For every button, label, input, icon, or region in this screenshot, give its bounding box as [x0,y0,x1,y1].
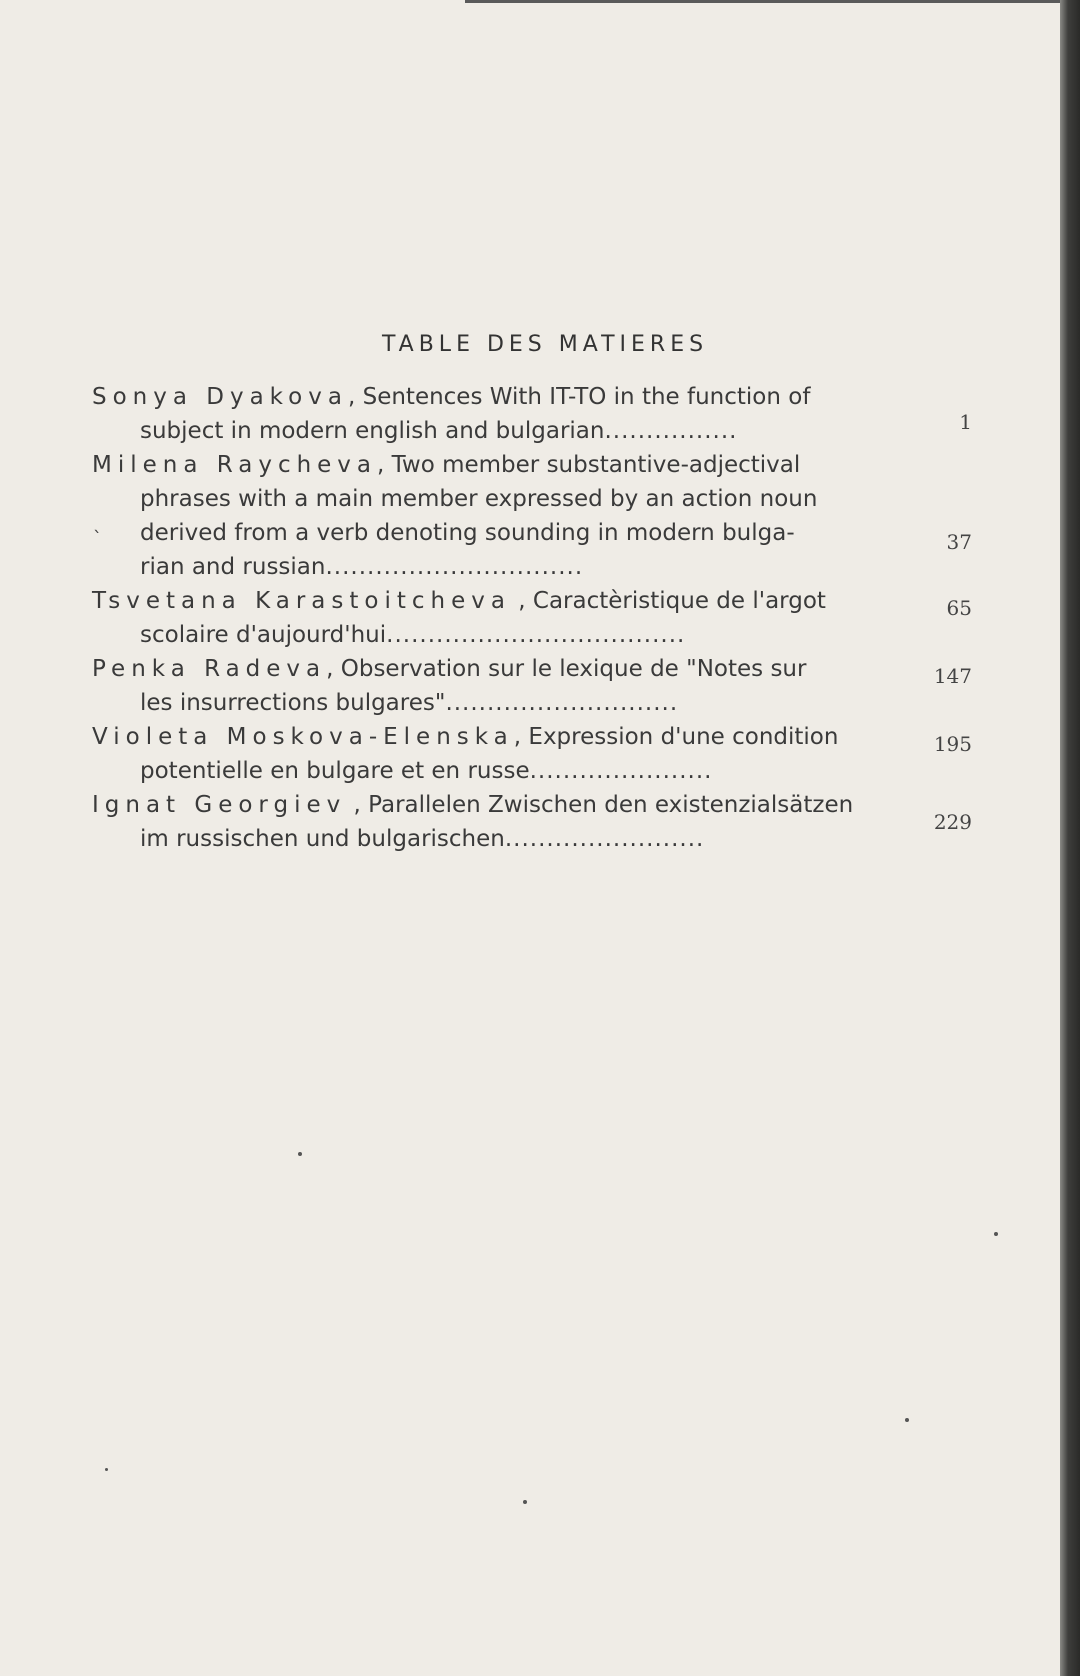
entry-title-line: Caractèristique de l'argot [532,588,826,614]
entry-author: Milena Raycheva [92,452,378,478]
toc-title: TABLE DES MATIERES [381,332,709,357]
entry-title-line: phrases with a main member expressed by an action noun [140,486,818,512]
leader-dots: .................................... [386,622,686,648]
leader-dots: ............................... [325,554,584,580]
page-edge-shadow [1060,0,1080,1676]
entry-author: Violeta Moskova-Elenska [92,724,514,750]
entry-page-number: 65 [946,596,972,620]
entry-page-number: 229 [933,810,972,834]
leader-dots: ...................... [529,758,713,784]
entry-page-number: 195 [933,732,972,756]
entry-title-line: potentielle en bulgare et en russe [140,758,530,784]
entry-author: Ignat Georgiev [92,792,347,818]
toc-entry: Ignat Georgiev , Parallelen Zwischen den existenzialsätzen im russischen und bulgarischen........................ 229 [92,792,972,852]
entry-author: Penka Radeva [92,656,327,682]
entry-title-line: Expression d'une condition [528,724,839,750]
entry-title-line: derived from a verb denoting sounding in modern bulga- [140,520,795,546]
top-rule [465,0,1065,3]
leader-dots: ........................ [504,826,705,852]
entry-title-line: Sentences With IT-TO in the function of [362,384,811,410]
toc-entry: Penka Radeva, Observation sur le lexique de "Notes sur les insurrections bulgares"............................ 147 [92,656,972,716]
entry-title-line: rian and russian [140,554,326,580]
leader-dots: ............................ [445,690,679,716]
entry-title-line: Observation sur le lexique de "Notes sur [340,656,807,682]
entry-author: Sonya Dyakova [92,384,348,410]
paper-speck [105,1468,108,1471]
paper-speck [523,1500,527,1504]
entry-page-number: 147 [933,664,972,688]
entry-author: Tsvetana Karastoitcheva [92,588,511,614]
leader-dots: ................ [604,418,738,444]
toc-entry: Sonya Dyakova, Sentences With IT-TO in the function of subject in modern english and bulgarian................ 1 [92,384,972,444]
table-of-contents [92,380,1042,856]
entry-page-number: 37 [946,530,972,554]
toc-entry: Tsvetana Karastoitcheva , Caractèristique de l'argot scolaire d'aujourd'hui.................................... 65 [92,588,972,648]
entry-title-line: im russischen und bulgarischen [140,826,505,852]
entry-title-line: les insurrections bulgares" [140,690,446,716]
entry-page-number: 1 [959,410,972,434]
toc-entry: Milena Raycheva, Two member substantive-adjectival phrases with a main member expressed by an action noun derived from a verb denoting sounding in modern bulga- rian and russian............................... 37 [92,452,972,580]
paper-speck [905,1418,909,1422]
paper-speck [994,1232,998,1236]
paper-speck [298,1152,302,1156]
entry-title-line: scolaire d'aujourd'hui [140,622,387,648]
entry-title-line: Two member substantive-adjectival [391,452,801,478]
entry-title-line: subject in modern english and bulgarian [140,418,605,444]
margin-mark: ` [93,528,102,549]
entry-title-line: Parallelen Zwischen den existenzialsätzen [368,792,854,818]
toc-entry: Violeta Moskova-Elenska, Expression d'une condition potentielle en bulgare et en russe...................... 195 [92,724,972,784]
